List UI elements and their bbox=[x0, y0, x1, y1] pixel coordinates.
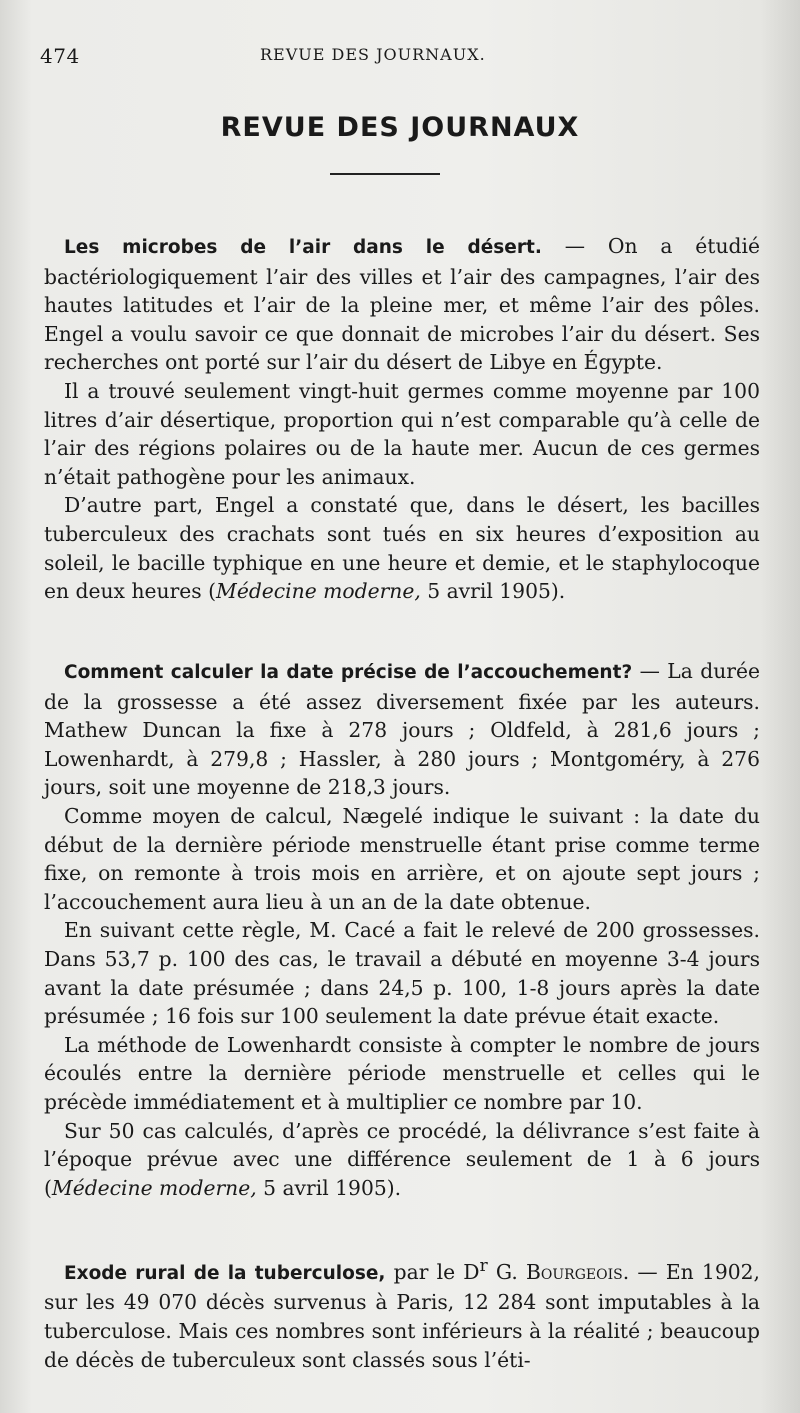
paragraph: La méthode de Lowenhardt consiste à compter le nombre de jours écoulés entre la dernière période menstruelle et celles qui le précède immédiatement et à multiplier ce nombre par 10. bbox=[44, 1032, 760, 1114]
byline-sup: r bbox=[479, 1255, 488, 1275]
paragraph bbox=[44, 1117, 760, 1203]
citation: Médecine moderne, bbox=[51, 1175, 257, 1200]
section-date-accouchement bbox=[44, 657, 760, 1202]
paragraph: Comme moyen de calcul, Nægelé indique le suivant : la date du début de la dernière période menstruelle étant prise comme terme fixe, on remonte à trois mois en arrière, et on ajoute sept jours ; l’accouchement aura lieu à un an de la date obtenue. bbox=[44, 803, 760, 914]
paragraph bbox=[44, 1251, 760, 1374]
citation-date: 5 avril 1905). bbox=[256, 1175, 402, 1200]
section-title: Les microbes de l’air dans le désert. bbox=[64, 237, 542, 258]
running-head bbox=[40, 40, 760, 70]
citation: Médecine moderne, bbox=[216, 579, 421, 604]
page-number: 474 bbox=[40, 44, 80, 68]
byline-prefix: par le D bbox=[385, 1259, 480, 1284]
paragraph-text: — La durée de la grossesse a été assez diversement fixée par les auteurs. Mathew Duncan la fixe à 278 jours ; Oldfeld, à 281,6 jours ; Lowenhardt, à 279,8 ; Hassler, à 280 jours ; Montgoméry, à 276 jours, soit une moyenne de 218,3 jours. bbox=[44, 659, 760, 800]
paragraph: Il a trouvé seulement vingt-huit germes comme moyenne par 100 litres d’air désertique, proportion qui n’est comparable qu’à celle de l’air des régions polaires ou de la haute mer. Aucun de ces germes n’était pathogène pour les animaux. bbox=[44, 378, 760, 489]
paragraph-text: — On a étudié bactériologiquement l’air des villes et l’air des campagnes, l’air des hautes latitudes et l’air de la pleine mer, et même l’air des pôles. Engel a voulu savoir ce que donnait de microbes l’air du désert. Ses recherches ont porté sur l’air du désert de Libye en Égypte. bbox=[44, 234, 760, 375]
running-title: REVUE DES JOURNAUX. bbox=[260, 45, 486, 64]
paragraph-text: Sur 50 cas calculés, d’après ce procédé, la délivrance s’est faite à l’époque prévue avec une différence seulement de 1 à 6 jours ( bbox=[44, 1118, 760, 1200]
paragraph bbox=[44, 232, 760, 377]
section-title: Comment calculer la date précise de l’accouchement? bbox=[64, 662, 633, 683]
main-title: REVUE DES JOURNAUX bbox=[220, 112, 580, 143]
section-microbes-desert bbox=[44, 232, 760, 606]
citation-date: 5 avril 1905). bbox=[420, 579, 566, 604]
section-title: Exode rural de la tuberculose, bbox=[64, 1262, 386, 1284]
paragraph: En suivant cette règle, M. Cacé a fait le relevé de 200 grossesses. Dans 53,7 p. 100 des cas, le travail a débuté en moyenne 3-4 jours avant la date présumée ; dans 24,5 p. 100, 1-8 jours après la date présumée ; 16 fois sur 100 seulement la date prévue était exacte. bbox=[44, 918, 760, 1029]
paragraph-text: D’autre part, Engel a constaté que, dans le désert, les bacilles tuberculeux des crachats sont tués en six heures d’exposition au soleil, le bacille typhique en une heure et demie, et le staphylocoque en deux heures ( bbox=[44, 493, 760, 604]
paragraph bbox=[44, 657, 760, 802]
section-exode-rural bbox=[44, 1251, 760, 1374]
paragraph-text: — En 1902, sur les 49 070 décès survenus à Paris, 12 284 sont imputables à la tuberculose. Mais ces nombres sont inférieurs à la réalité ; beaucoup de décès de tuberculeux sont classés sous l’éti- bbox=[44, 1259, 760, 1372]
title-rule bbox=[330, 173, 440, 175]
paragraph bbox=[44, 491, 760, 605]
author-name: G. Bourgeois. bbox=[487, 1259, 630, 1284]
